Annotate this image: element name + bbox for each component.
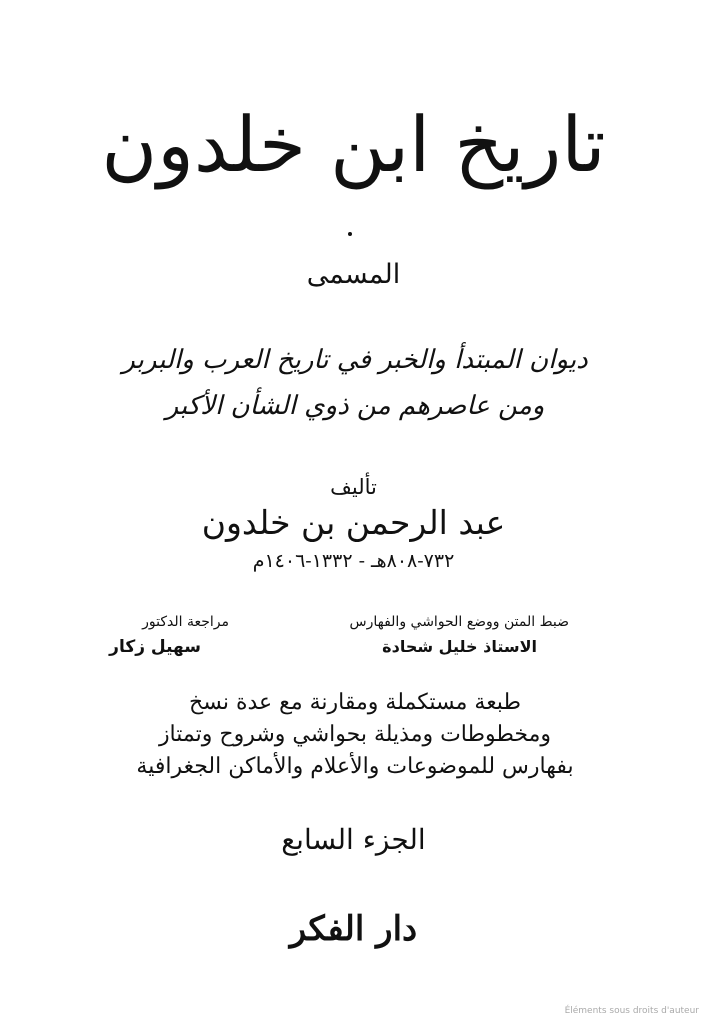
publisher-logo: دار الفكر xyxy=(289,909,418,949)
edition-line-1: طبعة مستكملة ومقارنة مع عدة نسخ xyxy=(189,690,521,715)
book-title: تاريخ ابن خلدون xyxy=(101,100,606,189)
authored-by-label: تأليف xyxy=(330,475,377,499)
volume-label: الجزء السابع xyxy=(281,823,426,856)
copyright-watermark: Éléments sous droits d'auteur xyxy=(564,1006,699,1016)
named-label: المسمى xyxy=(306,259,401,290)
author-dates: ٧٣٢-٨٠٨هـ - ١٣٣٢-١٤٠٦م xyxy=(252,550,455,572)
edition-line-2: ومخطوطات ومذيلة بحواشي وشروح وتمتاز xyxy=(158,722,552,747)
editor-label: ضبط المتن ووضع الحواشي والفهارس xyxy=(349,614,569,630)
ornament-dot xyxy=(348,232,352,236)
reviewer-label: مراجعة الدكتور xyxy=(142,614,229,630)
subtitle-line-2: ومن عاصرهم من ذوي الشأن الأكبر xyxy=(165,391,545,421)
editor-name: الاستاذ خليل شحادة xyxy=(382,637,537,656)
subtitle-line-1: ديوان المبتدأ والخبر في تاريخ العرب والبربر xyxy=(122,345,588,375)
author-name: عبد الرحمن بن خلدون xyxy=(201,503,506,542)
reviewer-name: سهيل زكار xyxy=(109,637,201,657)
edition-line-3: بفهارس للموضوعات والأعلام والأماكن الجغرافية xyxy=(136,754,574,779)
